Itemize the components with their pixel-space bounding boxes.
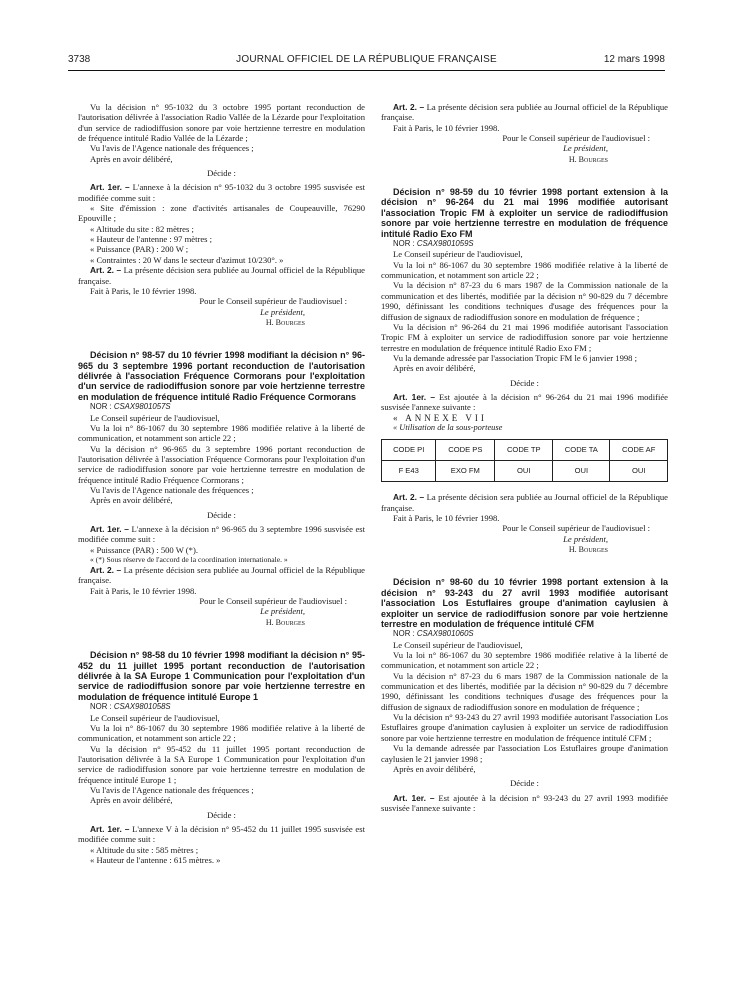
visa-paragraph: Le Conseil supérieur de l'audiovisuel,	[393, 249, 523, 260]
table-row	[382, 461, 668, 482]
visa-paragraph: Vu la décision n° 95-1032 du 3 octobre 1995 portant reconduction de l'autorisation délivrée à l'association Radio Vallée de la Lézarde pour l'exploitation d'un service de radiodiffusion sonore par voie hertzienne terrestre en modulation de fréquence intitulé Radio Vallée de la Lézarde ;	[78, 102, 365, 144]
annexe-title: « ANNEXE VII	[393, 412, 487, 423]
signature-pour: Pour le Conseil supérieur de l'audiovisuel :	[502, 133, 650, 144]
table-cell: F E43	[382, 461, 436, 482]
nor-reference: NOR : CSAX9801059S	[393, 239, 474, 249]
article-label: Art. 2. –	[90, 265, 122, 276]
visa-paragraph: Vu la loi n° 86-1067 du 30 septembre 1986 modifiée relative à la liberté de communication, et notamment son article 22 ;	[78, 422, 365, 444]
right-column	[381, 102, 668, 813]
article-paragraph	[78, 265, 365, 286]
article-paragraph: Art. 1er. – L'annexe V à la décision n° 95-452 du 11 juillet 1995 susvisée est modifiée comme suit :	[78, 823, 365, 845]
fait-line: Fait à Paris, le 10 février 1998.	[393, 512, 500, 523]
table-header-row	[382, 440, 668, 461]
visa-paragraph: Vu la décision n° 96-965 du 3 septembre 1996 portant reconduction de l'autorisation délivrée à l'association Fréquence Cormorans pour l'exploitation d'un service de radiodiffusion sonore par voie hertzienne terrestre en modulation de fréquence intitulé Radio Fréquence Cormorans ;	[78, 443, 365, 485]
fait-line: Fait à Paris, le 10 février 1998.	[90, 285, 197, 296]
article-paragraph: Art. 1er. – L'annexe à la décision n° 96-965 du 3 septembre 1996 susvisée est modifiée comme suit :	[78, 524, 365, 545]
decide-line: Décide :	[207, 168, 236, 179]
table-cell: EXO FM	[436, 461, 495, 482]
decide-line: Décide :	[510, 778, 539, 789]
table-header: CODE PI	[382, 440, 436, 461]
signature-name: H. Bourges	[265, 617, 305, 627]
table-cell: OUI	[553, 461, 610, 482]
nor-reference: NOR : CSAX9801057S	[90, 402, 171, 412]
decision-title: Décision n° 98-59 du 10 février 1998 portant extension à la décision n° 96-264 du 21 mai 1996 modifiée autorisant l'association Tropic FM à exploiter un service de radiodiffusion sonore par voie hertzienne terrestre en modulation de fréquence intitulé Radio Exo FM	[381, 187, 668, 239]
decision-title: Décision n° 98-57 du 10 février 1998 modifiant la décision n° 96-965 du 3 septembre 1996 portant reconduction de l'autorisation délivrée à l'association Fréquence Cormorans pour l'exploitation d'un service de radiodiffusion sonore par voie hertzienne terrestre en modulation de fréquence intitulé Radio Fréquence Cormorans	[78, 350, 365, 402]
visa-paragraph: Après en avoir délibéré,	[90, 795, 173, 806]
visa-paragraph: Vu la loi n° 86-1067 du 30 septembre 1986 modifiée relative à la liberté de communication, et notamment son article 22 ;	[381, 650, 668, 671]
fait-line: Fait à Paris, le 10 février 1998.	[393, 122, 500, 133]
signature-role: Le président,	[260, 606, 305, 617]
visa-paragraph: Vu la décision n° 93-243 du 27 avril 1993 modifiée autorisant l'association Los Estuflaires groupe d'animation caylusien à exploiter un service de radiodiffusion sonore par voie hertzienne terrestre en modulation de fréquence intitulé CFM ;	[381, 712, 668, 743]
table-cell: OUI	[495, 461, 553, 482]
decide-line: Décide :	[207, 509, 236, 520]
visa-paragraph: Vu la loi n° 86-1067 du 30 septembre 1986 modifiée relative à la liberté de communication, et notamment son article 22 ;	[78, 722, 365, 744]
visa-paragraph: Vu la décision n° 87-23 du 6 mars 1987 de la Commission nationale de la communication et des libertés, modifiée par la décision n° 90-829 du 7 décembre 1990, définissant les conditions techniques d'usage des fréquences pour la diffusion de signaux de radiodiffusion sonore en modulation de fréquence ;	[381, 670, 668, 712]
visa-paragraph: Le Conseil supérieur de l'audiovisuel,	[90, 712, 220, 723]
list-item: « Altitude du site : 585 mètres ;	[90, 844, 199, 855]
visa-paragraph: Le Conseil supérieur de l'audiovisuel,	[393, 639, 523, 650]
list-item: « Puissance (PAR) : 200 W ;	[90, 244, 189, 255]
table-header: CODE PS	[436, 440, 495, 461]
article-paragraph	[78, 182, 365, 203]
visa-paragraph: Vu la demande adressée par l'association Los Estuflaires groupe d'animation caylusien le 21 janvier 1998 ;	[381, 743, 668, 764]
visa-paragraph: Vu l'avis de l'Agence nationale des fréquences ;	[90, 485, 254, 495]
article-text: L'annexe à la décision n° 95-1032 du 3 octobre 1995 susvisée est modifiée comme suit :	[78, 182, 365, 203]
visa-paragraph: Après en avoir délibéré,	[90, 153, 173, 164]
visa-paragraph: Après en avoir délibéré,	[393, 763, 476, 774]
table-header: CODE AF	[610, 440, 668, 461]
subcarrier-table	[381, 439, 668, 482]
visa-paragraph: Après en avoir délibéré,	[393, 363, 476, 374]
signature-pour: Pour le Conseil supérieur de l'audiovisuel :	[199, 596, 347, 607]
visa-paragraph: Vu l'avis de l'Agence nationale des fréquences ;	[90, 784, 254, 795]
signature-name: H. Bourges	[568, 545, 608, 554]
visa-paragraph: Vu la décision n° 96-264 du 21 mai 1996 modifiée autorisant l'association Tropic FM à exploiter un service de radiodiffusion sonore par voie hertzienne terrestre en modulation de fréquence intitulé Radio Exo FM ;	[381, 321, 668, 353]
table-header: CODE TP	[495, 440, 553, 461]
footnote: « (*) Sous réserve de l'accord de la coordination internationale. »	[90, 555, 288, 565]
article-paragraph: Art. 1er. – Est ajoutée à la décision n° 93-243 du 27 avril 1993 modifiée susvisée l'annexe suivante :	[381, 792, 668, 813]
visa-paragraph: Vu la loi n° 86-1067 du 30 septembre 1986 modifiée relative à la liberté de communication, et notamment son article 22 ;	[381, 259, 668, 281]
decide-line: Décide :	[510, 377, 539, 388]
visa-paragraph: Après en avoir délibéré,	[90, 495, 173, 506]
decision-title: Décision n° 98-60 du 10 février 1998 portant extension à la décision n° 93-243 du 27 avril 1993 modifiée autorisant l'association Los Estuflaires groupe d'animation caylusien à exploiter un service de radiodiffusion sonore par voie hertzienne terrestre en modulation de fréquence intitulé CFM	[381, 577, 668, 629]
visa-paragraph: Vu la décision n° 95-452 du 11 juillet 1995 portant reconduction de l'autorisation délivrée à la SA Europe 1 Communication pour l'exploitation d'un service de radiodiffusion sonore par voie hertzienne terrestre en modulation de fréquence intitulé Europe 1 ;	[78, 743, 365, 785]
signature-role: Le président,	[563, 143, 608, 154]
article-label: Art. 1er. –	[90, 182, 130, 193]
list-item: « Altitude du site : 82 mètres ;	[90, 223, 194, 234]
page-number: 3738	[68, 54, 91, 65]
issue-date: 12 mars 1998	[603, 54, 665, 65]
list-item: « Hauteur de l'antenne : 615 mètres. »	[90, 854, 221, 865]
article-paragraph: Art. 2. – La présente décision sera publiée au Journal officiel de la République française.	[78, 565, 365, 586]
decide-line: Décide :	[207, 809, 236, 820]
visa-paragraph: Vu la décision n° 87-23 du 6 mars 1987 de la Commission nationale de la communication et des libertés, modifiée par la décision n° 90-829 du 7 décembre 1990, définissant les conditions techniques d'usage des fréquences pour la diffusion de signaux de radiodiffusion sonore en modulation de fréquence ;	[381, 280, 668, 322]
signature-pour: Pour le Conseil supérieur de l'audiovisuel :	[199, 296, 347, 307]
decision-title: Décision n° 98-58 du 10 février 1998 modifiant la décision n° 95-452 du 11 juillet 1995 portant reconduction de l'autorisation délivrée à la SA Europe 1 Communication pour l'exploitation d'un service de radiodiffusion sonore par voie hertzienne terrestre en modulation de fréquence intitulé Europe 1	[78, 650, 365, 702]
article-paragraph: Art. 1er. – Est ajoutée à la décision n° 96-264 du 21 mai 1996 modifiée susvisée l'annexe suivante :	[381, 391, 668, 413]
visa-paragraph: Vu l'avis de l'Agence nationale des fréquences ;	[90, 143, 254, 154]
journal-title: JOURNAL OFFICIEL DE LA RÉPUBLIQUE FRANÇAISE	[236, 54, 497, 65]
signature-pour: Pour le Conseil supérieur de l'audiovisuel :	[502, 523, 650, 534]
nor-reference: NOR : CSAX9801060S	[393, 629, 474, 639]
signature-role: Le président,	[563, 533, 608, 544]
signature-name: H. Bourges	[568, 154, 608, 164]
fait-line: Fait à Paris, le 10 février 1998.	[90, 585, 197, 596]
article-text: La présente décision sera publiée au Journal officiel de la République française.	[78, 265, 365, 286]
article-paragraph: Art. 2. – La présente décision sera publiée au Journal officiel de la République française.	[381, 102, 668, 123]
signature-name: H. Bourges	[265, 317, 305, 327]
nor-reference: NOR : CSAX9801058S	[90, 702, 171, 712]
list-item: « Site d'émission : zone d'activités artisanales de Coupeauville, 76290 Epouville ;	[78, 203, 365, 224]
list-item: « Contraintes : 20 W dans le secteur d'azimut 10/230°. »	[90, 254, 284, 265]
annexe-subtitle: « Utilisation de la sous-porteuse	[393, 422, 503, 432]
signature-role: Le président,	[260, 306, 305, 317]
table-header: CODE TA	[553, 440, 610, 461]
visa-paragraph: Le Conseil supérieur de l'audiovisuel,	[90, 412, 220, 423]
list-item: « Hauteur de l'antenne : 97 mètres ;	[90, 234, 213, 245]
article-paragraph: Art. 2. – La présente décision sera publiée au Journal officiel de la République française.	[381, 492, 668, 513]
list-item: « Puissance (PAR) : 500 W (*).	[90, 544, 198, 555]
left-column	[78, 102, 365, 865]
visa-paragraph: Vu la demande adressée par l'association Tropic FM le 6 janvier 1998 ;	[393, 352, 637, 363]
table-cell: OUI	[610, 461, 668, 482]
header-rule	[68, 70, 665, 71]
